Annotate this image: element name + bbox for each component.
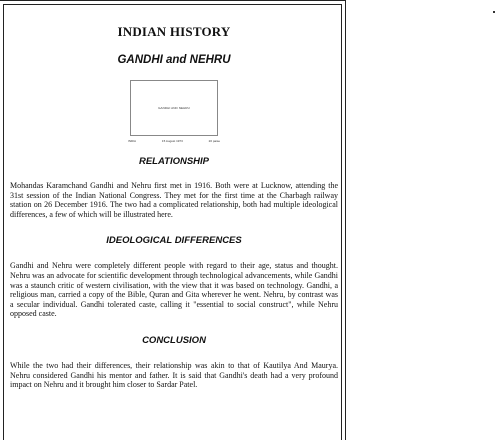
- stamp-frame: [130, 80, 218, 136]
- document-subtitle: GANDHI and NEHRU: [117, 54, 231, 66]
- stamp-caption: [128, 139, 220, 143]
- stamp-image: [128, 80, 220, 143]
- stamp-caption-date: 15 August 1973: [161, 139, 183, 143]
- stamp-label: GANDHI AND NEHRU: [158, 106, 190, 110]
- corner-dot: [493, 11, 495, 13]
- paragraph-relationship: Mohandas Karamchand Gandhi and Nehru first met in 1916. Both were at Lucknow, attending the 31st session of the Indian National Congress. They met for the first time at the Charbagh railway station on 26 December 1916. The two had a complicated relationship, both had multiple ideological differences, a few of which will be illustrated here.: [10, 181, 338, 219]
- stamp-caption-country: INDIA: [128, 139, 137, 143]
- paragraph-ideological-differences: Gandhi and Nehru were completely different people with regard to their age, status and thought. Nehru was an advocate for scientific development through technological advancements, while Gandhi was a staunch critic of western civilisation, with the view that it was based on technology. Gandhi, a religious man, carried a copy of the Bible, Quran and Gita wherever he went. Nehru, by contrast was a secular individual. Gandhi tolerated caste, calling it "essential to social construct", while Nehru opposed caste.: [10, 261, 338, 319]
- stamp-caption-value: 20 paise: [208, 139, 220, 143]
- paragraph-conclusion: While the two had their differences, their relationship was akin to that of Kautilya And Maurya. Nehru considered Gandhi his mentor and father. It is said that Gandhi's death had a very profound impact on Nehru and it brought him closer to Sardar Patel.: [10, 360, 338, 390]
- heading-relationship: RELATIONSHIP: [138, 156, 210, 167]
- heading-ideological-differences: IDEOLOGICAL DIFFERENCES: [106, 235, 242, 247]
- document-title: INDIAN HISTORY: [117, 24, 231, 39]
- heading-conclusion: CONCLUSION: [142, 334, 206, 346]
- document-content: [10, 6, 338, 390]
